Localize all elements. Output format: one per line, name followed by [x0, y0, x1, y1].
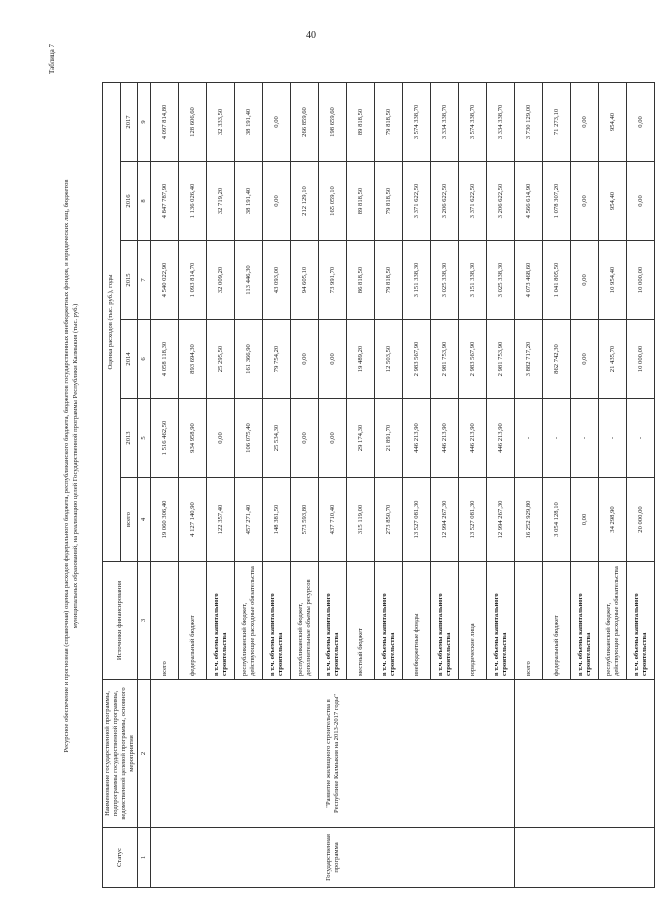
funding-source: в т.ч. объемы капитального строительства: [571, 562, 599, 680]
value-cell: 0,00: [207, 399, 235, 478]
value-cell: 122 357,40: [207, 478, 235, 562]
value-cell: 0,00: [319, 399, 347, 478]
value-cell: 0,00: [291, 399, 319, 478]
value-cell: 4 058 118,30: [151, 320, 179, 399]
value-cell: 0,00: [263, 162, 291, 241]
value-cell: 934 958,90: [179, 399, 207, 478]
value-cell: 34 298,90: [599, 478, 627, 562]
value-cell: 4 566 614,90: [515, 162, 543, 241]
caption-line: Ресурсное обеспечение и прогнозная (справочная) оценка расходов федерального бюджета, республиканского бюджета, бюджетов государственных внебюджетных фондов, и юридических лиц, бюджетов: [63, 179, 70, 753]
value-cell: 1 136 026,40: [179, 162, 207, 241]
value-cell: 165 059,10: [319, 162, 347, 241]
value-cell: 3 151 338,30: [459, 241, 487, 320]
table-body: [151, 82, 655, 887]
value-cell: 148 381,50: [263, 478, 291, 562]
value-cell: 0,00: [571, 82, 599, 161]
value-cell: 16 252 929,80: [515, 478, 543, 562]
value-cell: 10 000,00: [627, 241, 655, 320]
value-cell: 3 371 622,50: [403, 162, 431, 241]
value-cell: 21 435,70: [599, 320, 627, 399]
value-cell: 19 060 306,40: [151, 478, 179, 562]
funding-source: федеральный бюджет: [543, 562, 571, 680]
value-cell: 3 882 717,20: [515, 320, 543, 399]
column-index: 3: [138, 562, 151, 680]
header-year: 2015: [120, 241, 138, 320]
value-cell: 0,00: [627, 82, 655, 161]
value-cell: 3 025 338,30: [487, 241, 515, 320]
value-cell: 3 334 338,70: [431, 82, 459, 161]
value-cell: 1 093 814,70: [179, 241, 207, 320]
value-cell: 3 730 129,00: [515, 82, 543, 161]
funding-source: в т.ч. объемы капитального строительства: [319, 562, 347, 680]
value-cell: 0,00: [571, 320, 599, 399]
funding-source: республиканский бюджет, действующие расходные обязательства: [235, 562, 263, 680]
value-cell: 73 991,70: [319, 241, 347, 320]
value-cell: 446 213,90: [459, 399, 487, 478]
table-row: [515, 82, 543, 887]
header-source: Источники финансирования: [103, 562, 138, 680]
value-cell: 457 271,40: [235, 478, 263, 562]
funding-source: всего: [151, 562, 179, 680]
value-cell: 3 206 622,50: [487, 162, 515, 241]
value-cell: 446 213,90: [487, 399, 515, 478]
name-cell-empty: [515, 680, 655, 828]
value-cell: 1 041 805,50: [543, 241, 571, 320]
value-cell: 29 174,30: [347, 399, 375, 478]
funding-source: в т.ч. объемы капитального строительства: [263, 562, 291, 680]
value-cell: -: [543, 399, 571, 478]
column-index: 6: [138, 320, 151, 399]
column-index: 1: [138, 828, 151, 888]
value-cell: 10 000,00: [627, 320, 655, 399]
funding-source: республиканский бюджет, действующие расходные обязательства: [599, 562, 627, 680]
value-cell: 0,00: [571, 162, 599, 241]
value-cell: -: [599, 399, 627, 478]
value-cell: 0,00: [319, 320, 347, 399]
value-cell: 89 818,50: [347, 82, 375, 161]
value-cell: 446 213,90: [431, 399, 459, 478]
value-cell: 0,00: [291, 320, 319, 399]
header-name: Наименование государственной программы, подпрограммы государственной программы, ведомственной целевой программы, основного мероприятия: [103, 680, 138, 828]
header-year: 2017: [120, 82, 138, 161]
header-estimate: Оценка расходов (тыс. руб.), годы: [103, 82, 121, 561]
value-cell: 573 593,80: [291, 478, 319, 562]
value-cell: 20 000,00: [627, 478, 655, 562]
value-cell: 3 151 338,30: [403, 241, 431, 320]
value-cell: 0,00: [263, 82, 291, 161]
value-cell: 2 981 753,90: [487, 320, 515, 399]
value-cell: 113 446,30: [235, 241, 263, 320]
value-cell: 3 334 338,70: [487, 82, 515, 161]
value-cell: 79 818,50: [375, 241, 403, 320]
value-cell: 32 333,50: [207, 82, 235, 161]
program-name: "Развитие жилищного строительства в Республике Калмыкия на 2013-2017 годы": [151, 680, 515, 828]
table-label: Таблица 7: [48, 44, 56, 74]
value-cell: 212 129,10: [291, 162, 319, 241]
column-index: 8: [138, 162, 151, 241]
value-cell: 4 847 787,90: [151, 162, 179, 241]
value-cell: 4 073 468,60: [515, 241, 543, 320]
value-cell: 86 818,50: [347, 241, 375, 320]
table-row: [151, 82, 179, 887]
value-cell: 13 527 081,30: [403, 478, 431, 562]
value-cell: -: [515, 399, 543, 478]
funding-source: в т.ч. объемы капитального строительства: [375, 562, 403, 680]
rotated-content: [40, 36, 648, 896]
value-cell: 198 659,60: [319, 82, 347, 161]
value-cell: 3 574 338,70: [403, 82, 431, 161]
funding-source: республиканский бюджет, дополнительные объемы ресурсов: [291, 562, 319, 680]
value-cell: 19 489,20: [347, 320, 375, 399]
value-cell: 3 025 338,30: [431, 241, 459, 320]
value-cell: -: [627, 399, 655, 478]
value-cell: 43 093,00: [263, 241, 291, 320]
value-cell: 3 206 622,50: [431, 162, 459, 241]
value-cell: -: [571, 399, 599, 478]
value-cell: 862 742,30: [543, 320, 571, 399]
value-cell: 0,00: [627, 162, 655, 241]
value-cell: 1 078 307,20: [543, 162, 571, 241]
value-cell: 3 054 128,10: [543, 478, 571, 562]
value-cell: 4 540 022,90: [151, 241, 179, 320]
column-index: 7: [138, 241, 151, 320]
value-cell: 273 850,70: [375, 478, 403, 562]
value-cell: 954,40: [599, 162, 627, 241]
table-caption: [62, 66, 80, 866]
header-year: 2016: [120, 162, 138, 241]
value-cell: 2 983 567,90: [403, 320, 431, 399]
value-cell: 21 891,70: [375, 399, 403, 478]
program-status: Государственная программа: [151, 828, 515, 888]
value-cell: 437 710,40: [319, 478, 347, 562]
value-cell: 954,40: [599, 82, 627, 161]
funding-source: в т.ч. объемы капитального строительства: [431, 562, 459, 680]
funding-source: юридические лица: [459, 562, 487, 680]
value-cell: 4 127 140,90: [179, 478, 207, 562]
column-index: 4: [138, 478, 151, 562]
value-cell: 25 295,50: [207, 320, 235, 399]
funding-source: в т.ч. объемы капитального строительства: [487, 562, 515, 680]
value-cell: 2 983 567,90: [459, 320, 487, 399]
funding-source: федеральный бюджет: [179, 562, 207, 680]
value-cell: 893 694,30: [179, 320, 207, 399]
funding-source: внебюджетные фонды: [403, 562, 431, 680]
value-cell: 89 818,50: [347, 162, 375, 241]
page-number: 40: [306, 30, 316, 41]
value-cell: 446 213,90: [403, 399, 431, 478]
header-year: всего: [120, 478, 138, 562]
value-cell: 79 818,50: [375, 162, 403, 241]
header-year: 2014: [120, 320, 138, 399]
funding-source: в т.ч. объемы капитального строительства: [627, 562, 655, 680]
value-cell: 266 859,60: [291, 82, 319, 161]
value-cell: 25 534,30: [263, 399, 291, 478]
value-cell: 12 994 267,30: [487, 478, 515, 562]
value-cell: 12 994 267,30: [431, 478, 459, 562]
value-cell: 4 097 814,80: [151, 82, 179, 161]
funding-source: местный бюджет: [347, 562, 375, 680]
value-cell: 0,00: [571, 478, 599, 562]
value-cell: 38 191,40: [235, 162, 263, 241]
value-cell: 3 574 338,70: [459, 82, 487, 161]
value-cell: 38 191,40: [235, 82, 263, 161]
caption-line: муниципальных образований, на реализацию целей Государственной программы Республики Калмыкия (тыс. руб.): [72, 303, 79, 629]
column-index: 2: [138, 680, 151, 828]
value-cell: 79 818,50: [375, 82, 403, 161]
column-index: 9: [138, 82, 151, 161]
value-cell: 32 009,20: [207, 241, 235, 320]
value-cell: 315 119,00: [347, 478, 375, 562]
value-cell: 0,00: [571, 241, 599, 320]
column-index: 5: [138, 399, 151, 478]
funding-source: в т.ч. объемы капитального строительства: [207, 562, 235, 680]
value-cell: 1 516 462,50: [151, 399, 179, 478]
value-cell: 94 605,10: [291, 241, 319, 320]
header-year: 2013: [120, 399, 138, 478]
value-cell: 13 527 081,30: [459, 478, 487, 562]
resource-table: [102, 82, 655, 888]
value-cell: 79 754,20: [263, 320, 291, 399]
status-cell-empty: [515, 828, 655, 888]
header-status: Статус: [103, 828, 138, 888]
value-cell: 12 503,50: [375, 320, 403, 399]
funding-source: всего: [515, 562, 543, 680]
value-cell: 32 719,20: [207, 162, 235, 241]
value-cell: 161 366,90: [235, 320, 263, 399]
value-cell: 3 371 622,50: [459, 162, 487, 241]
value-cell: 106 075,40: [235, 399, 263, 478]
value-cell: 128 606,60: [179, 82, 207, 161]
value-cell: 71 273,10: [543, 82, 571, 161]
value-cell: 10 954,40: [599, 241, 627, 320]
value-cell: 2 981 753,90: [431, 320, 459, 399]
